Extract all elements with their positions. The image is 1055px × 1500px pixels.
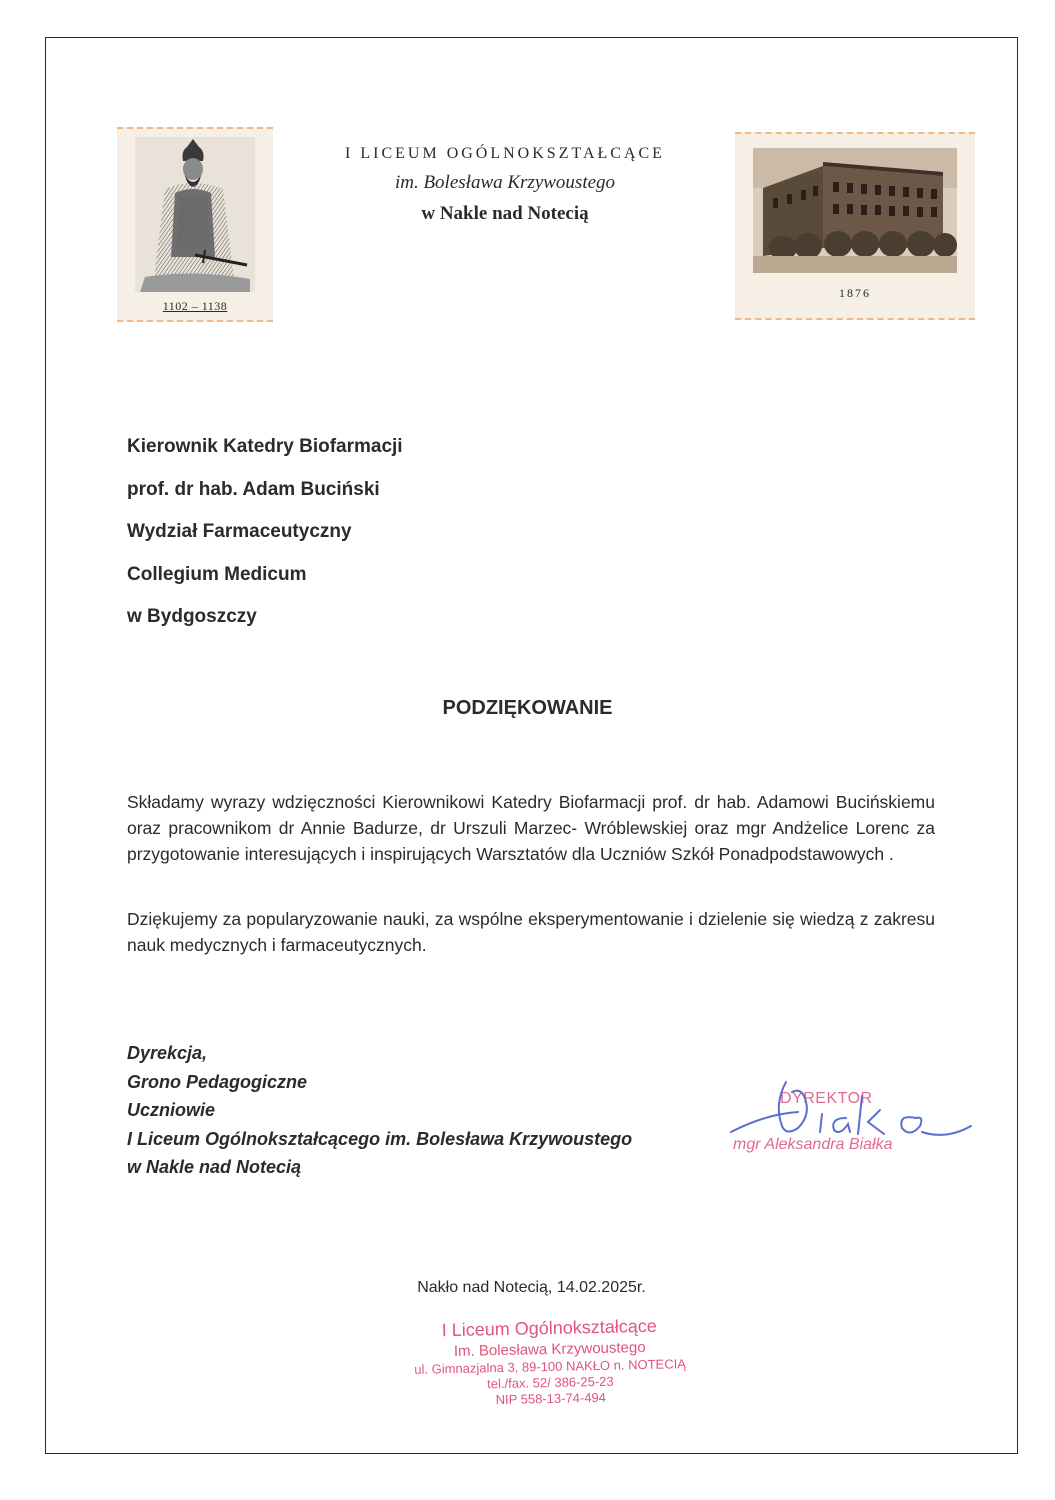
school-patron-line: im. Bolesława Krzywoustego	[394, 172, 616, 193]
recipient-line: Kierownik Katedry Biofarmacji	[127, 436, 403, 457]
signatory-line: Grono Pedagogiczne	[127, 1071, 308, 1092]
signatory-line: w Nakle nad Notecią	[127, 1157, 302, 1177]
body-paragraph: Dziękujemy za popularyzowanie nauki, za wspólne eksperymentowanie i dzielenie się wiedzą z zakresu nauk medycznych i farmaceutycznych.	[127, 909, 935, 955]
body-paragraph: Składamy wyrazy wdzięczności Kierownikowi Katedry Biofarmacji prof. dr hab. Adamowi Bucińskiemu oraz pracownikom dr Annie Badurze, dr Urszuli Marzec- Wróblewskiej oraz mgr Andżelice Lorenc za przygotowanie interesujących i inspirujących Warsztatów dla Uczniów Szkół Ponadpodstawowych .	[127, 792, 935, 864]
signatory-line: I Liceum Ogólnokształcącego im. Bolesława Krzywoustego	[127, 1128, 633, 1149]
recipient-line: prof. dr hab. Adam Buciński	[127, 478, 380, 500]
recipient-line: w Bydgoszczy	[127, 606, 257, 627]
recipient-line: Collegium Medicum	[127, 563, 307, 585]
school-stamp-phone: tel./fax. 52/ 386-25-23	[487, 1373, 614, 1392]
school-header	[290, 145, 720, 225]
school-stamp-line: I Liceum Ogólnokształcące	[441, 1315, 658, 1341]
document-title: PODZIĘKOWANIE	[442, 697, 613, 719]
school-name-line: I LICEUM OGÓLNOKSZTAŁCĄCE	[345, 145, 665, 162]
building-caption: 1876	[839, 286, 871, 300]
director-stamp-name: mgr Aleksandra Białka	[733, 1136, 893, 1153]
portrait-caption: 1102 – 1138	[162, 299, 228, 313]
director-stamp-title: DYREKTOR	[780, 1090, 873, 1107]
school-stamp-line: Im. Bolesława Krzywoustego	[453, 1338, 646, 1361]
handwritten-signature	[726, 1074, 976, 1154]
portrait-image	[117, 127, 273, 322]
building-image	[735, 132, 975, 320]
portrait-engraving	[135, 137, 255, 292]
signatories-block	[127, 1043, 632, 1186]
recipient-line: Wydział Farmaceutyczny	[127, 521, 352, 542]
place-date: Nakło nad Notecią, 14.02.2025r.	[417, 1279, 646, 1296]
school-stamp	[364, 1314, 736, 1410]
building-engraving	[753, 148, 957, 273]
school-stamp-address: ul. Gimnazjalna 3, 89-100 NAKŁO n. NOTECIĄ	[414, 1356, 687, 1377]
signatory-line: Dyrekcja,	[127, 1043, 208, 1063]
recipient-block	[127, 436, 403, 649]
signatory-line: Uczniowie	[127, 1100, 216, 1120]
school-stamp-nip: NIP 558-13-74-494	[495, 1389, 607, 1408]
school-town-line: w Nakle nad Notecią	[421, 203, 589, 224]
